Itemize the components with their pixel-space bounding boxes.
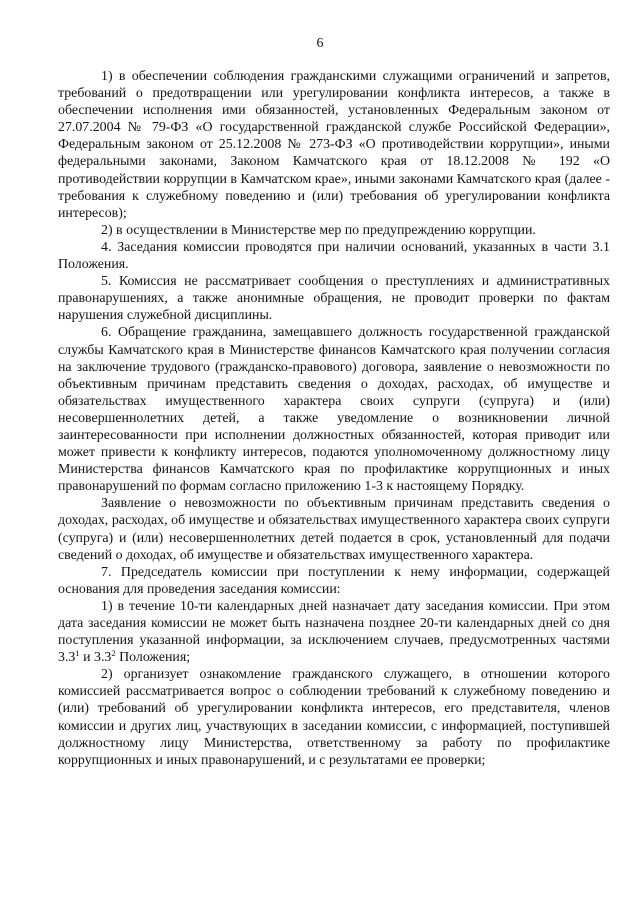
meeting-date-text: и 3.3 <box>79 650 112 666</box>
paragraph-7-1-meeting-date <box>58 598 610 666</box>
meeting-date-text: 1) в течение 10-ти календарных дней назначает дату заседания комиссии. При этом дата заседания комиссии не может быть назначена позднее 20-ти календарных дней со дня поступления указанной информации, за исключением случаев, предусмотренных частями 3.3 <box>58 598 610 666</box>
superscript: 1 <box>75 648 80 659</box>
paragraph-statement: Заявление о невозможности по объективным причинам представить сведения о доходах, расходах, об имуществе и обязательствах имущественного характера своих супруги (супруга) и (или) несовершеннолетних детей подается в срок, установленный для подачи сведений о доходах, об имуществе и обязательствах имущественного характера. <box>58 496 610 563</box>
paragraph-1-compliance: 1) в обеспечении соблюдения гражданскими служащими ограничений и запретов, требований о предотвращении или урегулировании конфликта интересов, а также в обеспечении исполнения ими обязанностей, установленных Федеральным законом от 27.07.2004 № 79-ФЗ «О государственной гражданской службе Российской Федерации», Федеральным законом от 25.12.2008 № 273-ФЗ «О противодействии коррупции», иными федеральными законами, Законом Камчатского края от 18.12.2008 № 192 «О противодействии коррупции в Камчатском крае», иными законами Камчатского края (далее - требования к служебному поведению и (или) требования об урегулировании конфликта интересов); <box>58 69 610 221</box>
document-body <box>58 68 610 769</box>
paragraph-7-chairman: 7. Председатель комиссии при поступлении к нему информации, содержащей основания для проведения заседания комиссии: <box>58 564 610 597</box>
paragraph-2-corruption-prevention: 2) в осуществлении в Министерстве мер по предупреждению коррупции. <box>101 222 536 238</box>
paragraph-5-not-considered: 5. Комиссия не рассматривает сообщения о преступлениях и административных правонарушениях, а также анонимные обращения, не проводит проверки по фактам нарушения служебной дисциплины. <box>58 274 610 324</box>
page-number: 6 <box>316 36 324 51</box>
meeting-date-text: Положения; <box>115 650 191 666</box>
paragraph-4-meetings: 4. Заседания комиссии проводятся при наличии оснований, указанных в части 3.1 Положения. <box>58 239 610 273</box>
superscript: 2 <box>111 648 116 659</box>
paragraph-6-appeal: 6. Обращение гражданина, замещавшего должность государственной гражданской службы Камчатского края в Министерстве финансов Камчатского края получении согласия на заключение трудового (гражданско-правового) договора, заявление о невозможности по объективным причинам представить сведения о доходах, расходах, об имуществе и обязательствах имущественного характера своих супруги (супруга) и (или) несовершеннолетних детей, а также уведомление о возникновении личной заинтересованности при исполнении должностных обязанностей, которая приводит или может привести к конфликту интересов, подаются уполномоченному должностному лицу Министерства финансов Камчатского края по профилактике коррупционных и иных правонарушений по формам согласно приложению 1-3 к настоящему Порядку. <box>58 325 610 495</box>
paragraph-7-2-familiarization: 2) организует ознакомление гражданского служащего, в отношении которого комиссией рассматривается вопрос о соблюдении требований к служебному поведению и (или) требований об урегулировании конфликта интересов, его представителя, членов комиссии и других лиц, участвующих в заседании комиссии, с информацией, поступившей должностному лицу Министерства, ответственному за работу по профилактике коррупционных и иных правонарушений, и с результатами ее проверки; <box>58 667 610 768</box>
